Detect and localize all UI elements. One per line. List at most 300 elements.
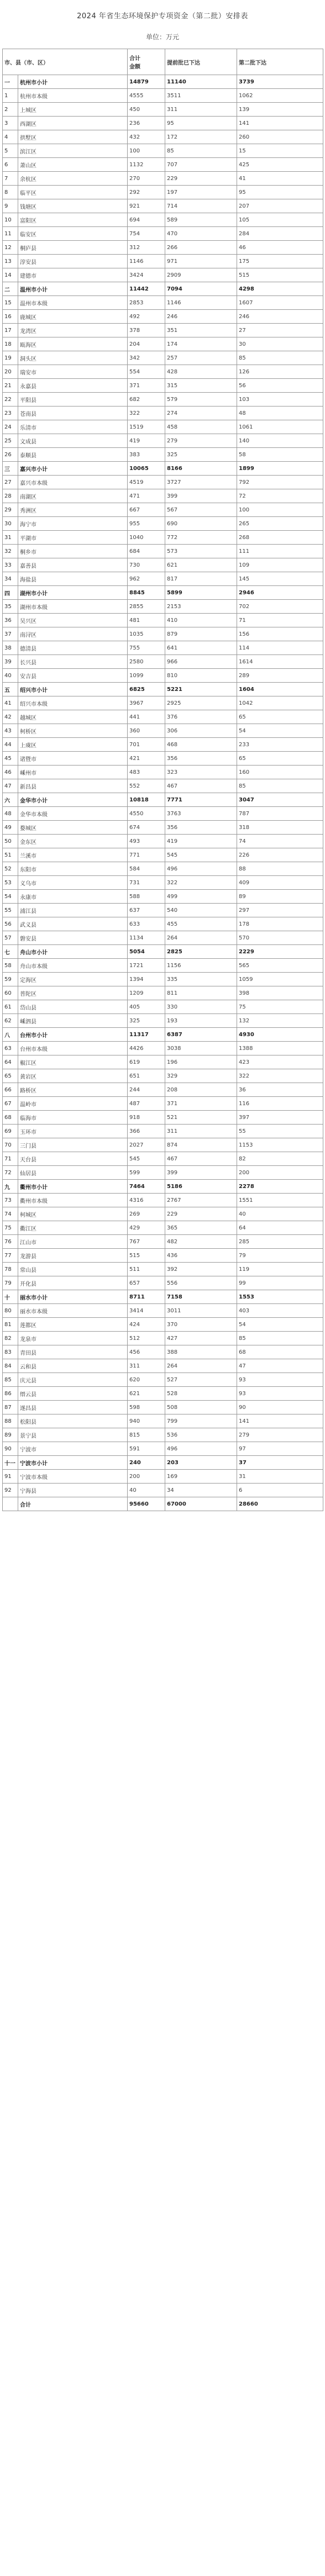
table-row — [3, 1442, 323, 1456]
cell-area: 桐庐县 — [18, 241, 128, 255]
cell-prev: 2825 — [165, 945, 237, 959]
cell-index: 17 — [3, 324, 18, 337]
cell-current: 398 — [237, 986, 323, 1000]
cell-prev: 527 — [165, 1373, 237, 1387]
cell-index: 35 — [3, 600, 18, 614]
table-row — [3, 296, 323, 310]
cell-index: 40 — [3, 669, 18, 683]
cell-prev: 427 — [165, 1332, 237, 1345]
table-row — [3, 117, 323, 130]
cell-total: 312 — [128, 241, 165, 255]
cell-index: 71 — [3, 1152, 18, 1166]
cell-index: 23 — [3, 407, 18, 420]
cell-index: 54 — [3, 890, 18, 904]
cell-current: 88 — [237, 862, 323, 876]
cell-area: 定海区 — [18, 973, 128, 986]
cell-prev: 641 — [165, 641, 237, 655]
cell-index: 31 — [3, 531, 18, 545]
cell-current: 116 — [237, 1097, 323, 1111]
cell-area: 拱墅区 — [18, 130, 128, 144]
table-row — [3, 1152, 323, 1166]
cell-total: 383 — [128, 448, 165, 462]
cell-total: 6825 — [128, 683, 165, 696]
cell-current: 1059 — [237, 973, 323, 986]
cell-current: 6 — [237, 1484, 323, 1497]
cell-total: 14879 — [128, 75, 165, 89]
cell-index: 50 — [3, 835, 18, 848]
cell-current: 425 — [237, 158, 323, 172]
table-row — [3, 130, 323, 144]
cell-current: 30 — [237, 337, 323, 351]
cell-current: 515 — [237, 268, 323, 282]
table-row — [3, 241, 323, 255]
cell-index: 27 — [3, 476, 18, 489]
cell-current: 79 — [237, 1249, 323, 1263]
cell-total: 204 — [128, 337, 165, 351]
cell-current: 3739 — [237, 75, 323, 89]
cell-area: 越城区 — [18, 710, 128, 724]
cell-prev: 351 — [165, 324, 237, 337]
table-row — [3, 1125, 323, 1138]
cell-area: 景宁县 — [18, 1428, 128, 1442]
cell-current: 41 — [237, 172, 323, 186]
cell-current: 47 — [237, 1359, 323, 1373]
cell-total: 493 — [128, 835, 165, 848]
table-row — [3, 1111, 323, 1125]
cell-total: 10065 — [128, 462, 165, 476]
cell-index: 57 — [3, 931, 18, 945]
table-row — [3, 1401, 323, 1414]
cell-prev: 817 — [165, 572, 237, 586]
cell-current: 1614 — [237, 655, 323, 669]
cell-prev: 971 — [165, 255, 237, 268]
table-row — [3, 1097, 323, 1111]
table-row-subtotal — [3, 683, 323, 696]
cell-area: 婺城区 — [18, 821, 128, 835]
cell-prev: 3511 — [165, 89, 237, 103]
cell-area: 宁波市 — [18, 1442, 128, 1456]
cell-total: 545 — [128, 1152, 165, 1166]
cell-prev: 356 — [165, 752, 237, 766]
cell-index: 14 — [3, 268, 18, 282]
cell-current: 74 — [237, 835, 323, 848]
table-row — [3, 1387, 323, 1401]
table-row — [3, 1235, 323, 1249]
table-row — [3, 1194, 323, 1207]
cell-area: 岱山县 — [18, 1000, 128, 1014]
unit-label: 单位：万元 — [145, 33, 179, 41]
table-row — [3, 476, 323, 489]
cell-current: 279 — [237, 1428, 323, 1442]
cell-index: 1 — [3, 89, 18, 103]
table-row — [3, 351, 323, 365]
cell-prev: 266 — [165, 241, 237, 255]
table-row — [3, 545, 323, 558]
cell-prev: 6387 — [165, 1028, 237, 1042]
cell-total: 7464 — [128, 1180, 165, 1194]
table-row-subtotal — [3, 1180, 323, 1194]
cell-current: 565 — [237, 959, 323, 973]
cell-total: 633 — [128, 917, 165, 931]
cell-current: 260 — [237, 130, 323, 144]
cell-area: 浦江县 — [18, 904, 128, 917]
cell-total: 682 — [128, 393, 165, 407]
cell-prev: 257 — [165, 351, 237, 365]
cell-total: 200 — [128, 1470, 165, 1484]
cell-area: 普陀区 — [18, 986, 128, 1000]
cell-area: 丽水市小计 — [18, 1290, 128, 1304]
cell-index: 16 — [3, 310, 18, 324]
cell-prev: 428 — [165, 365, 237, 379]
cell-area: 富阳区 — [18, 213, 128, 227]
table-row — [3, 1470, 323, 1484]
table-row — [3, 835, 323, 848]
cell-index: 70 — [3, 1138, 18, 1152]
cell-area: 武义县 — [18, 917, 128, 931]
cell-current: 90 — [237, 1401, 323, 1414]
cell-index: 11 — [3, 227, 18, 241]
cell-prev: 229 — [165, 1207, 237, 1221]
cell-index: 78 — [3, 1263, 18, 1276]
table-row — [3, 1318, 323, 1332]
cell-total: 322 — [128, 407, 165, 420]
cell-prev: 436 — [165, 1249, 237, 1263]
cell-index: 七 — [3, 945, 18, 959]
cell-prev: 311 — [165, 1125, 237, 1138]
cell-total: 598 — [128, 1401, 165, 1414]
cell-total: 236 — [128, 117, 165, 130]
cell-area: 永嘉县 — [18, 379, 128, 393]
table-body — [3, 75, 323, 1511]
cell-current: 27 — [237, 324, 323, 337]
cell-total: 421 — [128, 752, 165, 766]
table-row — [3, 1042, 323, 1055]
cell-area: 缙云县 — [18, 1387, 128, 1401]
cell-prev: 879 — [165, 627, 237, 641]
cell-current: 322 — [237, 1069, 323, 1083]
table-row-subtotal — [3, 1290, 323, 1304]
cell-total: 1040 — [128, 531, 165, 545]
cell-area: 德清县 — [18, 641, 128, 655]
table-row — [3, 1345, 323, 1359]
cell-area: 萧山区 — [18, 158, 128, 172]
cell-prev: 34 — [165, 1484, 237, 1497]
cell-area: 龙泉市 — [18, 1332, 128, 1345]
cell-area: 泰顺县 — [18, 448, 128, 462]
cell-area: 云和县 — [18, 1359, 128, 1373]
table-row — [3, 1207, 323, 1221]
cell-current: 1607 — [237, 296, 323, 310]
table-row — [3, 669, 323, 683]
cell-current: 97 — [237, 1442, 323, 1456]
cell-index: 66 — [3, 1083, 18, 1097]
cell-index: 83 — [3, 1345, 18, 1359]
cell-index: 55 — [3, 904, 18, 917]
cell-index: 九 — [3, 1180, 18, 1194]
cell-area: 杭州市本级 — [18, 89, 128, 103]
cell-area: 乐清市 — [18, 420, 128, 434]
cell-prev: 3763 — [165, 807, 237, 821]
cell-current: 1553 — [237, 1290, 323, 1304]
cell-index: 67 — [3, 1097, 18, 1111]
cell-current: 54 — [237, 724, 323, 738]
cell-area: 钱塘区 — [18, 199, 128, 213]
cell-area: 海盐县 — [18, 572, 128, 586]
cell-prev: 311 — [165, 103, 237, 117]
table-row — [3, 876, 323, 890]
cell-area: 椒江区 — [18, 1055, 128, 1069]
cell-prev: 169 — [165, 1470, 237, 1484]
cell-total: 4550 — [128, 807, 165, 821]
cell-prev: 197 — [165, 186, 237, 199]
cell-total: 599 — [128, 1166, 165, 1180]
cell-index: 12 — [3, 241, 18, 255]
cell-index: 34 — [3, 572, 18, 586]
cell-area: 建德市 — [18, 268, 128, 282]
cell-current: 95 — [237, 186, 323, 199]
cell-current: 82 — [237, 1152, 323, 1166]
cell-index: 69 — [3, 1125, 18, 1138]
cell-total: 1132 — [128, 158, 165, 172]
cell-total: 481 — [128, 614, 165, 627]
cell-current: 141 — [237, 1414, 323, 1428]
cell-prev: 5221 — [165, 683, 237, 696]
cell-prev: 85 — [165, 144, 237, 158]
cell-area: 庆元县 — [18, 1373, 128, 1387]
cell-prev: 335 — [165, 973, 237, 986]
cell-prev: 499 — [165, 890, 237, 904]
cell-current: 103 — [237, 393, 323, 407]
cell-total: 429 — [128, 1221, 165, 1235]
cell-current: 28660 — [237, 1497, 323, 1511]
cell-index: 47 — [3, 779, 18, 793]
cell-current: 787 — [237, 807, 323, 821]
cell-total: 270 — [128, 172, 165, 186]
table-row — [3, 503, 323, 517]
cell-current: 2229 — [237, 945, 323, 959]
cell-current: 233 — [237, 738, 323, 752]
cell-current: 3047 — [237, 793, 323, 807]
cell-area: 西湖区 — [18, 117, 128, 130]
table-row — [3, 641, 323, 655]
cell-prev: 521 — [165, 1111, 237, 1125]
cell-index: 2 — [3, 103, 18, 117]
cell-total: 554 — [128, 365, 165, 379]
cell-index: 十一 — [3, 1456, 18, 1470]
cell-prev: 2767 — [165, 1194, 237, 1207]
cell-total: 515 — [128, 1249, 165, 1263]
cell-total: 419 — [128, 434, 165, 448]
cell-prev: 470 — [165, 227, 237, 241]
cell-index: 85 — [3, 1373, 18, 1387]
cell-total: 492 — [128, 310, 165, 324]
cell-area: 嘉兴市小计 — [18, 462, 128, 476]
page-title: 2024 年省生态环境保护专项资金（第二批）安排表 — [77, 12, 248, 20]
cell-area: 台州市小计 — [18, 1028, 128, 1042]
table-row — [3, 959, 323, 973]
cell-index: 42 — [3, 710, 18, 724]
cell-index: 86 — [3, 1387, 18, 1401]
cell-current: 160 — [237, 766, 323, 779]
cell-prev: 7094 — [165, 282, 237, 296]
cell-prev: 172 — [165, 130, 237, 144]
cell-current: 93 — [237, 1373, 323, 1387]
cell-total: 684 — [128, 545, 165, 558]
cell-index: 73 — [3, 1194, 18, 1207]
cell-total: 962 — [128, 572, 165, 586]
cell-index: 53 — [3, 876, 18, 890]
cell-index: 24 — [3, 420, 18, 434]
cell-total: 441 — [128, 710, 165, 724]
table-row — [3, 172, 323, 186]
cell-area: 临安区 — [18, 227, 128, 241]
cell-prev: 545 — [165, 848, 237, 862]
table-row — [3, 862, 323, 876]
cell-index: 六 — [3, 793, 18, 807]
cell-prev: 376 — [165, 710, 237, 724]
cell-area: 临平区 — [18, 186, 128, 199]
cell-area: 嘉兴市本级 — [18, 476, 128, 489]
table-row — [3, 310, 323, 324]
cell-area: 南浔区 — [18, 627, 128, 641]
cell-prev: 2153 — [165, 600, 237, 614]
cell-prev: 690 — [165, 517, 237, 531]
cell-prev: 203 — [165, 1456, 237, 1470]
cell-prev: 5186 — [165, 1180, 237, 1194]
cell-index: 15 — [3, 296, 18, 310]
cell-current: 56 — [237, 379, 323, 393]
cell-total: 1035 — [128, 627, 165, 641]
cell-prev: 508 — [165, 1401, 237, 1414]
cell-total: 511 — [128, 1263, 165, 1276]
cell-total: 552 — [128, 779, 165, 793]
cell-current: 397 — [237, 1111, 323, 1125]
cell-total: 4519 — [128, 476, 165, 489]
table-row — [3, 448, 323, 462]
cell-area: 莲都区 — [18, 1318, 128, 1332]
cell-index: 36 — [3, 614, 18, 627]
table-row — [3, 986, 323, 1000]
cell-total: 918 — [128, 1111, 165, 1125]
cell-area: 龙湾区 — [18, 324, 128, 337]
cell-current: 285 — [237, 1235, 323, 1249]
cell-index: 75 — [3, 1221, 18, 1235]
cell-prev: 8166 — [165, 462, 237, 476]
cell-index: 5 — [3, 144, 18, 158]
cell-total: 269 — [128, 1207, 165, 1221]
cell-prev: 5899 — [165, 586, 237, 600]
cell-index: 3 — [3, 117, 18, 130]
cell-index: 92 — [3, 1484, 18, 1497]
cell-index: 33 — [3, 558, 18, 572]
cell-current: 265 — [237, 517, 323, 531]
cell-index: 61 — [3, 1000, 18, 1014]
table-row — [3, 186, 323, 199]
cell-area: 桐乡市 — [18, 545, 128, 558]
cell-area: 温岭市 — [18, 1097, 128, 1111]
cell-total: 244 — [128, 1083, 165, 1097]
cell-current: 145 — [237, 572, 323, 586]
cell-index: 84 — [3, 1359, 18, 1373]
cell-index: 48 — [3, 807, 18, 821]
cell-index: 22 — [3, 393, 18, 407]
cell-current: 1153 — [237, 1138, 323, 1152]
cell-current: 1388 — [237, 1042, 323, 1055]
cell-prev: 482 — [165, 1235, 237, 1249]
cell-area: 临海市 — [18, 1111, 128, 1125]
cell-current: 85 — [237, 779, 323, 793]
cell-prev: 67000 — [165, 1497, 237, 1511]
cell-current: 289 — [237, 669, 323, 683]
cell-current: 36 — [237, 1083, 323, 1097]
cell-index: 74 — [3, 1207, 18, 1221]
cell-total: 2580 — [128, 655, 165, 669]
cell-current: 65 — [237, 710, 323, 724]
table-row — [3, 779, 323, 793]
cell-index: 五 — [3, 683, 18, 696]
cell-area: 常山县 — [18, 1263, 128, 1276]
cell-current: 792 — [237, 476, 323, 489]
table-row — [3, 531, 323, 545]
cell-index: 87 — [3, 1401, 18, 1414]
cell-prev: 528 — [165, 1387, 237, 1401]
table-row — [3, 268, 323, 282]
cell-index: 64 — [3, 1055, 18, 1069]
table-row-subtotal — [3, 462, 323, 476]
cell-prev: 573 — [165, 545, 237, 558]
table-row-subtotal — [3, 945, 323, 959]
header-total — [128, 49, 165, 75]
allocation-table — [2, 49, 323, 1511]
cell-current: 54 — [237, 1318, 323, 1332]
cell-prev: 365 — [165, 1221, 237, 1235]
cell-current: 68 — [237, 1345, 323, 1359]
cell-total: 8711 — [128, 1290, 165, 1304]
table-row — [3, 710, 323, 724]
cell-prev: 621 — [165, 558, 237, 572]
cell-area: 合计 — [18, 1497, 128, 1511]
cell-index: 20 — [3, 365, 18, 379]
cell-current: 31 — [237, 1470, 323, 1484]
cell-area: 金华市本级 — [18, 807, 128, 821]
table-row — [3, 103, 323, 117]
cell-area: 余杭区 — [18, 172, 128, 186]
cell-current: 297 — [237, 904, 323, 917]
cell-current: 46 — [237, 241, 323, 255]
cell-total: 100 — [128, 144, 165, 158]
cell-current: 119 — [237, 1263, 323, 1276]
cell-total: 292 — [128, 186, 165, 199]
cell-prev: 496 — [165, 862, 237, 876]
cell-prev: 589 — [165, 213, 237, 227]
table-row — [3, 904, 323, 917]
cell-area: 上虞区 — [18, 738, 128, 752]
cell-total: 2855 — [128, 600, 165, 614]
header-total-line1: 合计 — [129, 56, 140, 62]
cell-current: 284 — [237, 227, 323, 241]
cell-index: 60 — [3, 986, 18, 1000]
table-row — [3, 558, 323, 572]
cell-area: 鹿城区 — [18, 310, 128, 324]
cell-current: 570 — [237, 931, 323, 945]
cell-area: 仙居县 — [18, 1166, 128, 1180]
cell-prev: 306 — [165, 724, 237, 738]
cell-current: 409 — [237, 876, 323, 890]
cell-total: 4426 — [128, 1042, 165, 1055]
cell-area: 三门县 — [18, 1138, 128, 1152]
cell-prev: 7771 — [165, 793, 237, 807]
cell-current: 268 — [237, 531, 323, 545]
